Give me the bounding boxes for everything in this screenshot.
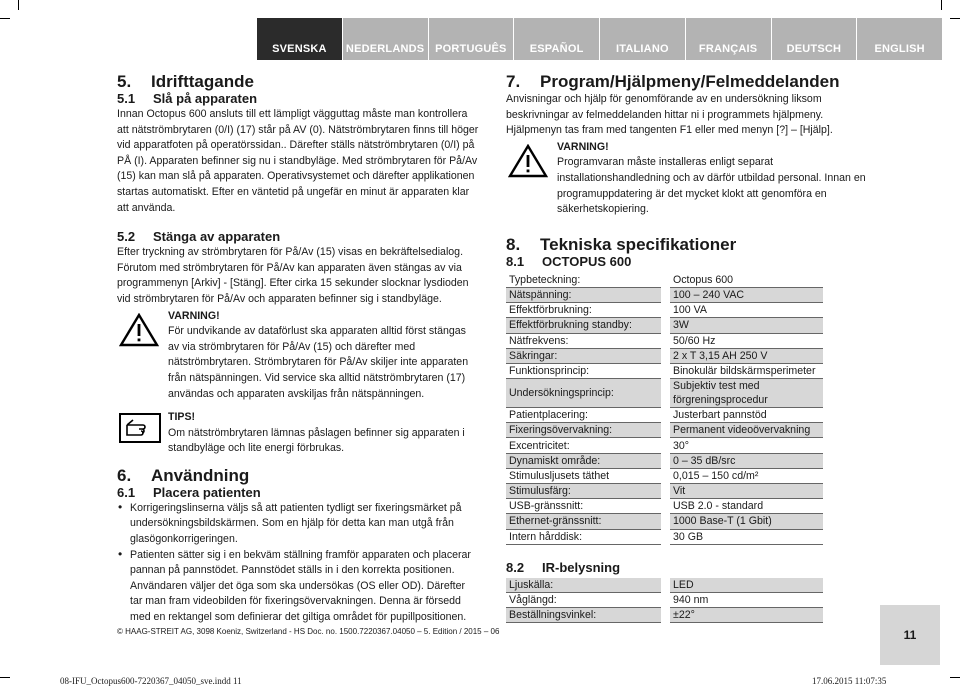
cell-gap (661, 484, 670, 499)
table-row (506, 273, 823, 288)
cell-gap (661, 408, 670, 423)
warning-box (506, 140, 866, 218)
table-row (506, 364, 823, 379)
spec-value: Subjektiv test med förgreningsprocedur (670, 379, 823, 408)
warning-title: VARNING! (557, 140, 609, 153)
table-row (506, 514, 823, 529)
spec-value: 2 x T 3,15 AH 250 V (670, 349, 823, 364)
spec-value: Permanent videoövervakning (670, 423, 823, 438)
cell-gap (661, 593, 670, 608)
cell-gap (661, 423, 670, 438)
spec-label: Intern hårddisk: (506, 530, 661, 545)
subsection-heading: 5.1 Slå på apparaten (117, 91, 258, 106)
spec-label: Patientplacering: (506, 408, 661, 423)
spec-value: 50/60 Hz (670, 334, 823, 349)
spec-label: Excentricitet: (506, 438, 661, 453)
cell-gap (661, 364, 670, 379)
ir-table (506, 578, 823, 624)
crop-mark (950, 677, 960, 678)
warning-icon (119, 313, 159, 353)
spec-value: 30° (670, 438, 823, 453)
slug-date: 17.06.2015 11:07:35 (812, 676, 887, 686)
section-heading: 5. Idrifttagande (117, 72, 254, 91)
table-row (506, 578, 823, 593)
subsection-heading: 8.1 OCTOPUS 600 (506, 253, 632, 269)
table-row (506, 349, 823, 364)
section-heading: 6. Användning (117, 465, 250, 485)
cell-gap (661, 303, 670, 318)
tip-title: TIPS! (168, 411, 196, 424)
cell-gap (661, 273, 670, 288)
spec-label: Funktionsprincip: (506, 364, 661, 379)
table-row (506, 454, 823, 469)
cell-gap (661, 578, 670, 593)
crop-mark (941, 0, 942, 10)
spec-label: USB-gränssnitt: (506, 499, 661, 514)
cell-gap (661, 334, 670, 349)
spec-value: Vit (670, 484, 823, 499)
cell-gap (661, 349, 670, 364)
cell-gap (661, 514, 670, 529)
table-row (506, 334, 823, 349)
cell-gap (661, 379, 670, 408)
spec-value: 1000 Base-T (1 Gbit) (670, 514, 823, 529)
crop-mark (0, 18, 10, 19)
spec-value: Octopus 600 (670, 273, 823, 288)
tab-language[interactable]: FRANÇAIS (686, 18, 771, 60)
spec-value: Binokulär bildskärmsperimeter (670, 364, 823, 379)
warning-text: Programvaran måste installeras enligt separat installationshandledning och av därför utbildad personal. Innan en programuppdatering är det mycket klokt att genomföra en säkerhetskopiering. (557, 156, 866, 216)
cell-gap (661, 318, 670, 333)
table-row (506, 318, 823, 333)
cell-gap (661, 608, 670, 623)
page-number: 11 (880, 605, 940, 665)
table-row (506, 484, 823, 499)
table-row (506, 593, 823, 608)
tab-language[interactable]: ENGLISH (857, 18, 942, 60)
spec-table (506, 273, 823, 545)
spec-label: Effektförbrukning: (506, 303, 661, 318)
spec-value: LED (670, 578, 823, 593)
table-row (506, 499, 823, 514)
cell-gap (661, 530, 670, 545)
spec-value: USB 2.0 - standard (670, 499, 823, 514)
body-text: Efter tryckning av strömbrytaren för På/Av (15) visas en bekräftelsedialog. Förutom med strömbrytaren för På/Av kan apparaten även stängas av via programmenyn [Arkiv] - [Stäng]. Efter cirka 15 sekunder slocknar lysdioden vid strömbrytaren för På/Av och apparaten befinner sig i standbyläge. (117, 246, 469, 305)
cell-gap (661, 499, 670, 514)
slug-file: 08-IFU_Octopus600-7220367_04050_sve.indd 11 (60, 676, 242, 686)
tip-text: Om nätströmbrytaren lämnas påslagen befinner sig apparaten i standbyläge och lite energi förbrukas. (168, 426, 465, 455)
spec-label: Dynamiskt område: (506, 454, 661, 469)
spec-label: Våglängd: (506, 593, 661, 608)
spec-label: Typbeteckning: (506, 273, 661, 288)
table-row (506, 438, 823, 453)
language-tabs (257, 18, 942, 60)
table-row (506, 288, 823, 303)
crop-mark (950, 18, 960, 19)
table-row (506, 608, 823, 623)
crop-mark (18, 0, 19, 10)
body-text: Innan Octopus 600 ansluts till ett lämpligt vägguttag måste man kontrollera att nätströmbrytaren (0/I) (17) står på AV (0). Nätströmbrytaren finns till höger vid apparatfoten på operatörssidan.. Därefter ställs nätströmbrytaren (0/I) på PÅ (I). Apparaten befinner sig nu i standbyläge. Med strömbrytaren för På/Av (15) kan man slå på apparaten. Operativsystemet och därefter applikationen startas automatiskt. Efter en väntetid på ungefär en minut är apparaten klar att använda. (117, 108, 479, 214)
subsection-heading: 6.1 Placera patienten (117, 484, 261, 500)
spec-label: Nätspänning: (506, 288, 661, 303)
spec-label: Nätfrekvens: (506, 334, 661, 349)
spec-value: 100 – 240 VAC (670, 288, 823, 303)
table-row (506, 423, 823, 438)
footer-copyright: © HAAG-STREIT AG, 3098 Koeniz, Switzerland - HS Doc. no. 1500.7220367.04050 – 5. Edition / 2015 – 06 (117, 627, 500, 636)
cell-gap (661, 454, 670, 469)
pointing-hand-icon (119, 413, 161, 449)
table-row (506, 408, 823, 423)
left-column (117, 72, 479, 626)
warning-text: För undvikande av dataförlust ska apparaten alltid först stängas av via strömbrytaren för På/Av (15) och därefter med nätströmbrytaren. Strömbrytaren för På/Av skiljer inte apparaten från nätspänningen. Vid service ska alltid nätströmbrytaren (17) användas och apparaten avskiljas från nätspänningen. (168, 325, 469, 400)
bullet-list (117, 501, 479, 626)
spec-label: Effektförbrukning standby: (506, 318, 661, 333)
cell-gap (661, 288, 670, 303)
tab-language[interactable]: SVENSKA (257, 18, 342, 60)
table-row (506, 379, 823, 408)
spec-label: Säkringar: (506, 349, 661, 364)
spec-label: Ethernet-gränssnitt: (506, 514, 661, 529)
spec-value: 940 nm (670, 593, 823, 608)
tab-language[interactable]: DEUTSCH (772, 18, 857, 60)
table-row (506, 303, 823, 318)
spec-value: 30 GB (670, 530, 823, 545)
table-row (506, 469, 823, 484)
tip-box (117, 410, 479, 457)
spec-value: 0 – 35 dB/src (670, 454, 823, 469)
tab-language[interactable]: ESPAÑOL (514, 18, 599, 60)
spec-value: 0,015 – 150 cd/m² (670, 469, 823, 484)
spec-value: 100 VA (670, 303, 823, 318)
spec-label: Ljuskälla: (506, 578, 661, 593)
spec-value: Justerbart pannstöd (670, 408, 823, 423)
tab-language[interactable]: PORTUGUÊS (429, 18, 514, 60)
spec-label: Stimulusljusets täthet (506, 469, 661, 484)
list-item: • Patienten sätter sig i en bekväm ställning framför apparaten och placerar pannan på pannstödet. Pannstödet ställs in i den korrekta positionen. Användaren väljer det öga som ska undersökas (OS eller OD). Därefter tar man fram videobilden för fixeringsövervakningen. Denna är försedd med en rektangel som definierar det giltiga området för pupillpositionen. (117, 548, 479, 626)
spec-value: ±22° (670, 608, 823, 623)
cell-gap (661, 438, 670, 453)
spec-label: Stimulusfärg: (506, 484, 661, 499)
tab-language[interactable]: ITALIANO (600, 18, 685, 60)
spec-label: Beställningsvinkel: (506, 608, 661, 623)
crop-mark (0, 677, 10, 678)
warning-title: VARNING! (168, 309, 220, 322)
tab-language[interactable]: NEDERLANDS (343, 18, 428, 60)
cell-gap (661, 469, 670, 484)
list-item: • Korrigeringslinserna väljs så att patienten tydligt ser fixeringsmärket på undersökningsbildskärmen. Som en hjälp för detta kan man utgå från glasögonkorrigeringen. (117, 501, 479, 548)
body-text: Anvisningar och hjälp för genomförande av en undersökning liksom beskrivningar av felmeddelanden hittar ni i programmets hjälpmeny. Hjälpmenyn tas fram med tangenten F1 eller med menyn [?] – [Hjälp]. (506, 93, 833, 137)
right-column (506, 72, 866, 623)
section-heading: 8. Tekniska specifikationer (506, 234, 737, 254)
warning-icon (508, 144, 548, 184)
section-heading: 7. Program/Hjälpmeny/Felmeddelanden (506, 72, 840, 91)
spec-label: Undersökningsprincip: (506, 379, 661, 408)
warning-box (117, 309, 479, 403)
subsection-heading: 8.2 IR-belysning (506, 559, 621, 575)
spec-value: 3W (670, 318, 823, 333)
spec-label: Fixeringsövervakning: (506, 423, 661, 438)
table-row (506, 530, 823, 545)
subsection-heading: 5.2 Stänga av apparaten (117, 229, 281, 245)
